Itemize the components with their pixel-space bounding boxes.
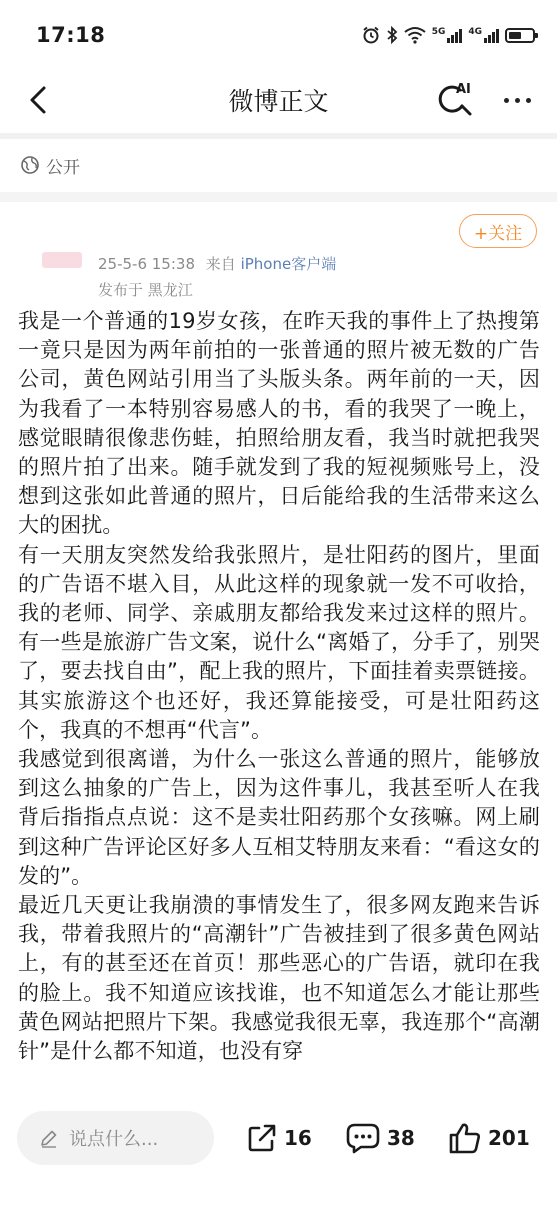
bluetooth-icon — [386, 26, 398, 44]
wifi-icon — [404, 26, 426, 44]
share-button[interactable] — [246, 1111, 312, 1165]
share-count: 16 — [284, 1126, 312, 1150]
ai-label: AI — [456, 82, 471, 97]
globe-icon — [20, 155, 40, 175]
visibility-row — [20, 148, 80, 182]
post-paragraph: 我是一个普通的19岁女孩，在昨天我的事件上了热搜第一竟只是因为两年前拍的一张普通的照片被无数的广告公司，黄色网站引用当了头版头条。两年前的一天，因为我看了一本特别容易感人的书，看的我哭了一晚上，感觉眼睛很像悲伤蛙，拍照给朋友看，我当时就把我哭的照片拍了出来。随手就发到了我的短视频账号上，没想到这张如此普通的照片，日后能给我的生活带来这么大的困扰。 — [18, 309, 540, 538]
alarm-icon — [362, 26, 380, 44]
post-paragraph: 我感觉到很离谱，为什么一张这么普通的照片，能够放到这么抽象的广告上，因为这件事儿，我甚至听人在我背后指指点点说：这不是卖壮阳药那个女孩嘛。网上刷到这种广告评论区好多人互相艾特朋友来看：“看这女的发的”。 — [18, 747, 540, 888]
back-button[interactable] — [18, 80, 58, 120]
status-time: 17:18 — [36, 23, 106, 47]
chevron-left-icon — [28, 85, 48, 115]
ai-search-button[interactable] — [434, 78, 480, 124]
post-date: 25-5-6 15:38 — [98, 255, 195, 273]
post-meta — [98, 253, 336, 274]
comment-button[interactable] — [345, 1111, 415, 1165]
post-location: 发布于 黑龙江 — [98, 281, 193, 299]
share-icon — [246, 1122, 278, 1154]
status-bar — [0, 0, 557, 70]
divider — [0, 133, 557, 139]
battery-icon — [505, 28, 535, 43]
comment-placeholder: 说点什么... — [69, 1129, 159, 1150]
post-body — [18, 307, 540, 1088]
comment-icon — [345, 1121, 381, 1155]
pencil-icon — [39, 1128, 59, 1148]
avatar[interactable] — [42, 252, 82, 268]
post-paragraph: 有一天朋友突然发给我张照片，是壮阳药的图片，里面的广告语不堪入目，从此这样的现象就一发不可收拾，我的老师、同学、亲戚朋友都给我发来过这样的照片。有一些是旅游广告文案，说什么“离婚了，分手了，别哭了，要去找自由”，配上我的照片，下面挂着卖票链接。其实旅游这个也还好，我还算能接受，可是壮阳药这个，我真的不想再“代言”。 — [18, 542, 540, 742]
follow-button[interactable]: +关注 — [459, 214, 537, 248]
status-icons — [362, 26, 535, 44]
visibility-label: 公开 — [46, 157, 80, 178]
page-title: 微博正文 — [228, 87, 329, 116]
post-source-link[interactable]: iPhone客户端 — [240, 255, 337, 273]
like-count: 201 — [488, 1126, 530, 1150]
divider — [0, 192, 557, 202]
comment-input[interactable] — [17, 1111, 214, 1165]
post-paragraph: 最近几天更让我崩溃的事情发生了，很多网友跑来告诉我，带着我照片的“高潮针”广告被挂到了很多黄色网站上，有的甚至还在首页！那些恶心的广告语，就印在我的脸上。我不知道应该找谁，也不知道怎么才能让那些黄色网站把照片下架。我感觉我很无辜，我连那个“高潮针”是什么都不知道，也没有穿 — [18, 893, 540, 1064]
more-button[interactable] — [492, 80, 542, 120]
bottom-action-bar — [0, 1088, 557, 1219]
signal-5g-icon: 5G — [432, 27, 463, 43]
nav-bar — [0, 70, 557, 130]
source-prefix: 来自 — [205, 255, 236, 273]
like-button[interactable] — [448, 1111, 530, 1165]
comment-count: 38 — [387, 1126, 415, 1150]
thumbs-up-icon — [448, 1121, 482, 1155]
more-icon — [504, 98, 531, 103]
signal-4g-icon: 4G — [468, 27, 499, 43]
